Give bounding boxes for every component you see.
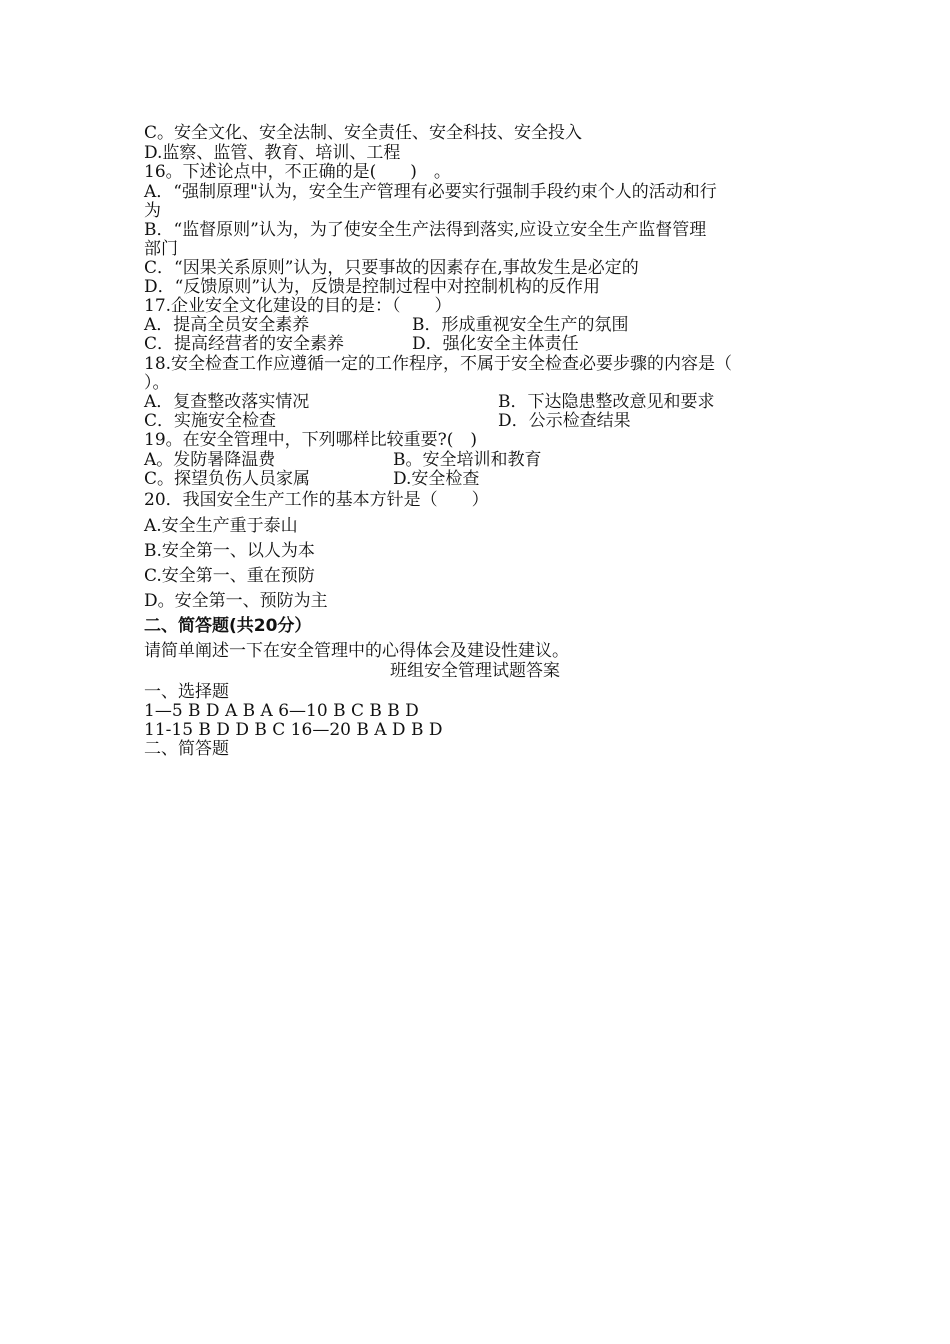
- q15-option-c: C。安全文化、安全法制、安全责任、安全科技、安全投入: [144, 123, 583, 143]
- answer-row-2: 11-15 B D D B C 16—20 B A D B D: [144, 720, 443, 740]
- q16-option-b-line2: 部门: [144, 239, 178, 259]
- q20-option-d: D。安全第一、预防为主: [144, 591, 328, 611]
- q16-option-c: C．“因果关系原则”认为，只要事故的因素存在,事故发生是必定的: [144, 258, 639, 278]
- answer-row-1: 1—5 B D A B A 6—10 B C B B D: [144, 701, 419, 721]
- question-16: 16。下述论点中，不正确的是( ) 。: [144, 162, 451, 182]
- q20-option-b: B.安全第一、以人为本: [144, 541, 315, 561]
- section-2-heading: 二、简答题(共20分）: [144, 616, 312, 636]
- q19-option-c: C。探望负伤人员家属: [144, 469, 311, 489]
- q15-option-d: D.监察、监管、教育、培训、工程: [144, 143, 401, 163]
- question-17: 17.企业安全文化建设的目的是：（ ）: [144, 296, 452, 316]
- q19-option-a: A。发防暑降温费: [144, 450, 276, 470]
- question-18-line1: 18.安全检查工作应遵循一定的工作程序，不属于安全检查必要步骤的内容是（: [144, 354, 733, 374]
- q18-option-d: D．公示检查结果: [498, 411, 631, 431]
- q20-option-a: A.安全生产重于泰山: [144, 516, 298, 536]
- answer-title: 班组安全管理试题答案: [390, 661, 560, 681]
- question-18-line2: ）。: [144, 373, 170, 393]
- q16-option-a-line1: A．“强制原理"认为，安全生产管理有必要实行强制手段约束个人的活动和行: [144, 182, 717, 202]
- answer-section-1: 一、选择题: [144, 682, 229, 702]
- q19-option-b: B。安全培训和教育: [393, 450, 542, 470]
- q18-option-c: C．实施安全检查: [144, 411, 277, 431]
- question-20: 20．我国安全生产工作的基本方针是（ ）: [144, 490, 489, 510]
- q19-option-d: D.安全检查: [393, 469, 480, 489]
- q17-option-c: C．提高经营者的安全素养: [144, 334, 345, 354]
- q18-option-a: A．复查整改落实情况: [144, 392, 310, 412]
- q16-option-b-line1: B．“监督原则”认为，为了使安全生产法得到落实,应设立安全生产监督管理: [144, 220, 707, 240]
- section-2-question: 请简单阐述一下在安全管理中的心得体会及建设性建议。: [144, 641, 569, 661]
- q16-option-a-line2: 为: [144, 201, 161, 221]
- question-19: 19。在安全管理中，下列哪样比较重要?( ): [144, 430, 478, 450]
- q18-option-b: B．下达隐患整改意见和要求: [498, 392, 715, 412]
- q17-option-d: D．强化安全主体责任: [412, 334, 579, 354]
- q16-option-d: D．“反馈原则”认为，反馈是控制过程中对控制机构的反作用: [144, 277, 601, 297]
- answer-section-2: 二、简答题: [144, 739, 229, 759]
- q17-option-a: A．提高全员安全素养: [144, 315, 310, 335]
- q17-option-b: B．形成重视安全生产的氛围: [412, 315, 629, 335]
- q20-option-c: C.安全第一、重在预防: [144, 566, 315, 586]
